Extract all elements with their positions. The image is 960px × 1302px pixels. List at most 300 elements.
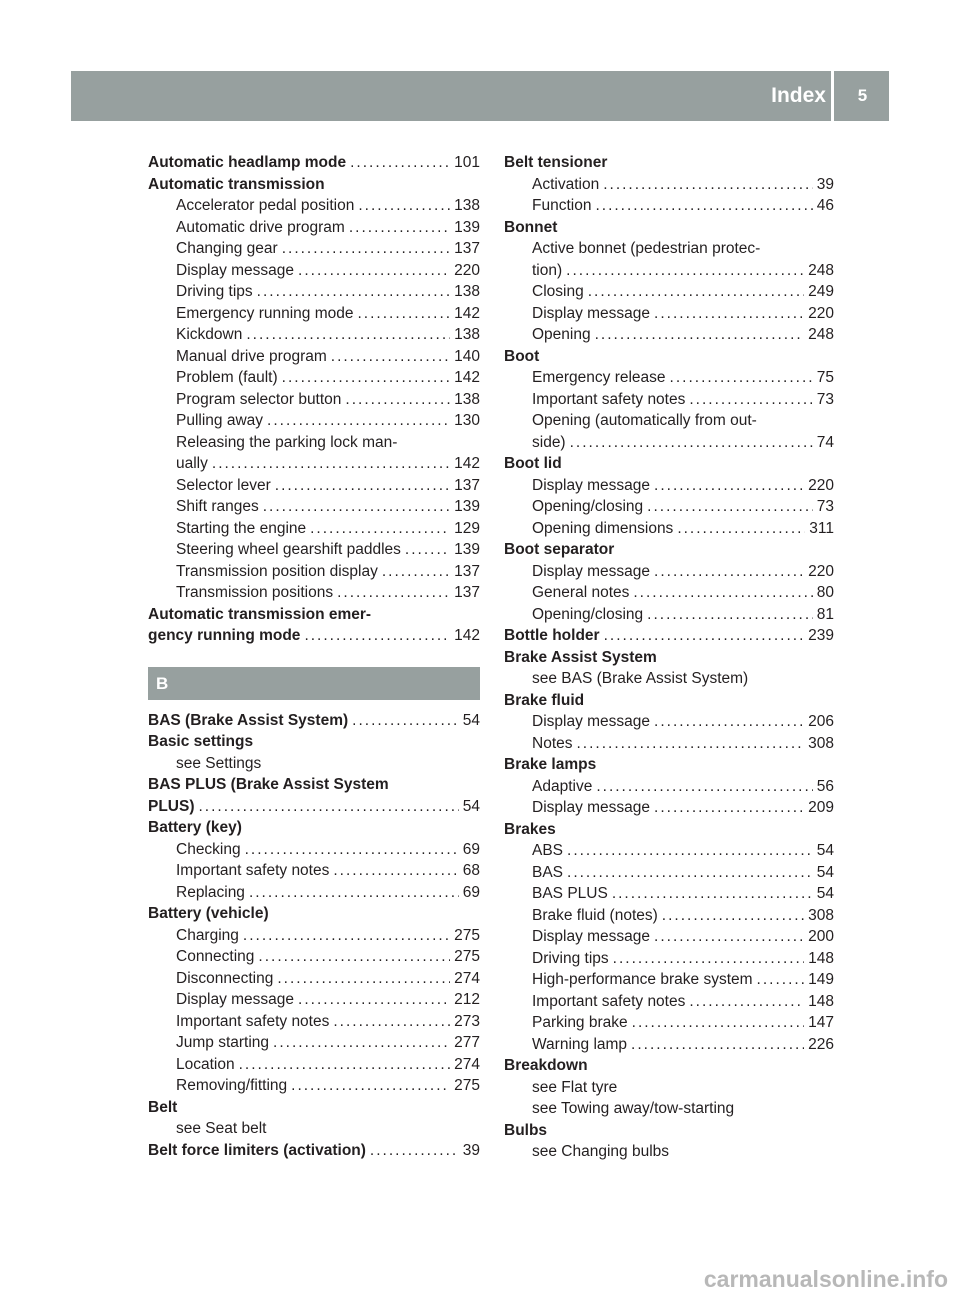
entry-text: Replacing (176, 883, 245, 901)
entry-text: BAS (Brake Assist System) (148, 711, 349, 729)
dot-leader (345, 389, 450, 411)
dot-leader (382, 561, 450, 583)
dot-leader (358, 303, 451, 325)
entry-text: Brakes (504, 820, 556, 838)
index-subentry (504, 1077, 834, 1099)
dot-leader (588, 281, 804, 303)
index-subentry (148, 839, 480, 861)
entry-text: Jump starting (176, 1034, 270, 1051)
entry-text: Brake fluid (504, 691, 585, 709)
index-entry (504, 152, 834, 174)
index-subentry (148, 410, 480, 432)
page-ref: 308 (808, 906, 834, 924)
page-ref: 239 (808, 627, 834, 644)
index-entry (504, 539, 834, 561)
page-ref: 75 (816, 369, 834, 386)
index-subentry (504, 668, 834, 690)
dot-leader (647, 496, 813, 518)
dot-leader (298, 260, 450, 282)
page-ref: 200 (808, 928, 834, 945)
page-ref: 74 (816, 433, 834, 451)
entry-text: see Seat belt (176, 1120, 267, 1137)
index-subentry (504, 582, 834, 604)
page-ref: 140 (454, 347, 480, 365)
page-ref: 147 (808, 1014, 834, 1031)
page-ref: 274 (454, 969, 480, 987)
entry-text: Connecting (176, 948, 255, 965)
dot-leader (654, 797, 804, 819)
page-ref: 249 (808, 283, 834, 300)
entry-text: see Towing away/tow-starting (532, 1100, 735, 1117)
index-subentry (504, 238, 834, 260)
page-ref: 212 (454, 991, 480, 1008)
entry-text: Driving tips (176, 283, 253, 300)
index-subentry (504, 561, 834, 583)
dot-leader (267, 410, 450, 432)
dot-leader (277, 968, 450, 990)
entry-text: BAS PLUS (532, 885, 608, 902)
entry-text: Display message (532, 476, 651, 494)
entry-text: Charging (176, 926, 239, 944)
entry-text: Opening/closing (532, 605, 644, 623)
index-entry (148, 152, 480, 174)
index-subentry (504, 776, 834, 798)
index-subentry (148, 582, 480, 604)
page-ref: 130 (454, 412, 480, 429)
dot-leader (632, 1012, 804, 1034)
page-ref: 138 (454, 283, 480, 300)
entry-text: Automatic drive program (176, 218, 345, 236)
page-ref: 274 (454, 1055, 480, 1073)
index-subentry (148, 217, 480, 239)
entry-text: Important safety notes (176, 862, 330, 879)
entry-text: General notes (532, 584, 630, 601)
page-ref: 311 (809, 519, 834, 537)
dot-leader (603, 174, 813, 196)
dot-leader (567, 862, 813, 884)
page-ref: 69 (462, 840, 480, 858)
page-ref: 142 (454, 627, 480, 644)
index-subentry (504, 410, 834, 432)
entry-text: see Flat tyre (532, 1078, 618, 1096)
dot-leader (654, 711, 804, 733)
index-subentry (504, 174, 834, 196)
page-ref: 54 (816, 885, 834, 902)
page-ref: 80 (816, 584, 834, 601)
index-subentry (148, 561, 480, 583)
entry-text: Bulbs (504, 1121, 548, 1139)
entry-text: Display message (532, 928, 651, 945)
dot-leader (757, 969, 805, 991)
page-ref: 273 (454, 1012, 480, 1030)
index-entry (148, 903, 480, 925)
page-ref: 139 (454, 541, 480, 558)
index-subentry (504, 862, 834, 884)
index-entry (148, 796, 480, 818)
section-header: B (148, 667, 480, 700)
index-subentry (504, 991, 834, 1013)
entry-text: Shift ranges (176, 498, 259, 515)
index-entry (148, 174, 480, 196)
entry-text: BAS (532, 863, 564, 881)
index-entry (504, 453, 834, 475)
page-ref: 137 (454, 562, 480, 580)
index-subentry (148, 1118, 480, 1140)
index-entry (504, 754, 834, 776)
index-subentry (504, 367, 834, 389)
entry-text: Opening/closing (532, 498, 644, 515)
dot-leader (567, 840, 813, 862)
page-ref: 148 (808, 992, 834, 1010)
page-ref: 226 (808, 1035, 834, 1053)
page-ref: 142 (454, 304, 480, 322)
index-subentry (504, 281, 834, 303)
entry-text: Manual drive program (176, 347, 327, 365)
index-subentry (148, 238, 480, 260)
index-entry (504, 625, 834, 647)
entry-text: Warning lamp (532, 1035, 628, 1053)
page-ref: 220 (808, 304, 834, 322)
entry-text: Boot separator (504, 541, 615, 558)
entry-text: Checking (176, 840, 241, 858)
dot-leader (647, 604, 813, 626)
index-subentry (148, 1011, 480, 1033)
index-subentry (148, 496, 480, 518)
page-ref: 248 (808, 261, 834, 279)
entry-text: Function (532, 197, 592, 214)
page-ref: 275 (454, 926, 480, 944)
page-ref: 139 (454, 498, 480, 515)
index-subentry (504, 195, 834, 217)
index-subentry (148, 925, 480, 947)
page-ref: 137 (454, 584, 480, 601)
entry-text: Belt (148, 1098, 178, 1116)
dot-leader (212, 453, 450, 475)
dot-leader (633, 582, 812, 604)
index-entry (148, 604, 480, 626)
index-subentry (148, 968, 480, 990)
page-ref: 73 (816, 390, 834, 408)
index-entry (148, 710, 480, 732)
dot-leader (282, 367, 450, 389)
index-subentry (148, 989, 480, 1011)
dot-leader (257, 281, 450, 303)
page-ref: 277 (454, 1034, 480, 1051)
page-ref: 138 (454, 326, 480, 343)
dot-leader (613, 948, 804, 970)
entry-text: Bottle holder (504, 627, 600, 644)
dot-leader (370, 1140, 459, 1162)
dot-leader (199, 796, 459, 818)
dot-leader (333, 860, 458, 882)
index-subentry (504, 905, 834, 927)
index-subentry (148, 432, 480, 454)
entry-text: Emergency release (532, 369, 666, 386)
dot-leader (282, 238, 450, 260)
index-entry (148, 625, 480, 647)
page-ref: 248 (808, 326, 834, 343)
index-subentry (148, 753, 480, 775)
index-subentry (504, 948, 834, 970)
dot-leader (291, 1075, 450, 1097)
entry-text: Opening (532, 326, 591, 343)
index-subentry (148, 882, 480, 904)
index-subentry (148, 1054, 480, 1076)
entry-text: Brake Assist System (504, 648, 657, 666)
entry-text: Transmission position display (176, 562, 378, 580)
entry-text: PLUS) (148, 797, 195, 815)
dot-leader (352, 710, 459, 732)
dot-leader (654, 561, 804, 583)
index-subentry (504, 324, 834, 346)
dot-leader (243, 925, 450, 947)
dot-leader (304, 625, 450, 647)
dot-leader (358, 195, 450, 217)
header-divider (831, 71, 834, 121)
dot-leader (566, 260, 804, 282)
index-subentry (504, 733, 834, 755)
index-entry (148, 817, 480, 839)
page-ref: 137 (454, 240, 480, 257)
page-ref: 148 (808, 949, 834, 967)
dot-leader (405, 539, 450, 561)
entry-text: Boot (504, 347, 540, 365)
entry-text: Bonnet (504, 218, 558, 236)
index-subentry (148, 1032, 480, 1054)
page-ref: 137 (454, 476, 480, 494)
entry-text: Automatic transmission emer- (148, 605, 372, 623)
index-entry (148, 774, 480, 796)
index-subentry (148, 453, 480, 475)
entry-text: Driving tips (532, 949, 609, 967)
index-subentry (504, 1012, 834, 1034)
index-entry (504, 1055, 834, 1077)
index-subentry (504, 389, 834, 411)
dot-leader (654, 926, 804, 948)
dot-leader (333, 1011, 450, 1033)
dot-leader (612, 883, 813, 905)
page-ref: 138 (454, 390, 480, 408)
entry-text: Selector lever (176, 476, 271, 494)
page-ref: 46 (816, 197, 834, 214)
index-subentry (504, 840, 834, 862)
index-entry (504, 217, 834, 239)
entry-text: see Changing bulbs (532, 1143, 670, 1160)
index-column-right (504, 152, 834, 1163)
page-ref: 220 (808, 476, 834, 494)
dot-leader (310, 518, 450, 540)
page-ref: 129 (454, 519, 480, 537)
page-number: 5 (857, 86, 868, 105)
page-ref: 68 (462, 862, 480, 879)
entry-text: ABS (532, 842, 564, 859)
entry-text: Brake fluid (notes) (532, 906, 658, 924)
entry-text: Changing gear (176, 240, 278, 257)
entry-text: Opening (automatically from out- (532, 412, 757, 429)
entry-text: Battery (vehicle) (148, 905, 269, 922)
entry-text: Important safety notes (532, 992, 686, 1010)
page-ref: 54 (462, 711, 480, 729)
page-ref: 139 (454, 218, 480, 236)
index-subentry (148, 346, 480, 368)
dot-leader (349, 217, 450, 239)
dot-leader (570, 432, 813, 454)
entry-text: Display message (532, 713, 651, 730)
entry-text: gency running mode (148, 627, 301, 644)
index-entry (504, 647, 834, 669)
page-title: Index (771, 84, 826, 107)
dot-leader (273, 1032, 450, 1054)
entry-text: Important safety notes (532, 390, 686, 408)
entry-text: side) (532, 433, 566, 451)
index-entry (504, 1120, 834, 1142)
entry-text: Automatic headlamp mode (148, 154, 347, 171)
index-entry (504, 690, 834, 712)
index-subentry (504, 926, 834, 948)
entry-text: Display message (532, 799, 651, 816)
index-subentry (148, 860, 480, 882)
dot-leader (677, 518, 805, 540)
dot-leader (654, 475, 804, 497)
index-subentry (504, 969, 834, 991)
index-subentry (148, 324, 480, 346)
dot-leader (275, 475, 450, 497)
dot-leader (249, 882, 459, 904)
entry-text: Notes (532, 734, 573, 752)
entry-text: Releasing the parking lock man- (176, 433, 398, 451)
dot-leader (662, 905, 804, 927)
index-subentry (504, 260, 834, 282)
page-ref: 138 (454, 197, 480, 214)
watermark: carmanualsonline.info (703, 1266, 948, 1292)
index-subentry (504, 475, 834, 497)
entry-text: Display message (176, 261, 295, 279)
entry-text: Kickdown (176, 326, 243, 343)
entry-text: tion) (532, 261, 563, 279)
page-ref: 39 (462, 1141, 480, 1159)
page-ref: 308 (808, 734, 834, 752)
entry-text: Problem (fault) (176, 369, 278, 386)
index-subentry (504, 303, 834, 325)
index-subentry (504, 604, 834, 626)
page-ref: 56 (816, 777, 834, 795)
entry-text: Closing (532, 283, 584, 300)
page-ref: 39 (816, 175, 834, 193)
index-entry (148, 1140, 480, 1162)
entry-text: Display message (532, 304, 651, 322)
index-subentry (148, 195, 480, 217)
entry-text: Activation (532, 175, 600, 193)
entry-text: see Settings (176, 754, 262, 772)
dot-leader (245, 839, 459, 861)
entry-text: Active bonnet (pedestrian protec- (532, 240, 761, 257)
page-ref: 54 (462, 797, 480, 815)
dot-leader (331, 346, 450, 368)
dot-leader (595, 324, 805, 346)
page-ref: 69 (462, 883, 480, 901)
index-subentry (504, 711, 834, 733)
entry-text: ually (176, 455, 208, 472)
entry-text: Breakdown (504, 1057, 588, 1074)
entry-text: Pulling away (176, 412, 264, 429)
page-ref: 220 (454, 261, 480, 279)
page-ref: 220 (808, 562, 834, 580)
index-subentry (504, 797, 834, 819)
index-subentry (148, 389, 480, 411)
index-subentry (148, 946, 480, 968)
page-ref: 142 (454, 369, 480, 386)
entry-text: Transmission positions (176, 584, 334, 601)
entry-text: BAS PLUS (Brake Assist System (148, 776, 389, 793)
dot-leader (298, 989, 450, 1011)
entry-text: Brake lamps (504, 756, 597, 773)
dot-leader (670, 367, 813, 389)
index-entry (148, 731, 480, 753)
dot-leader (577, 733, 805, 755)
entry-text: Important safety notes (176, 1012, 330, 1030)
dot-leader (689, 991, 804, 1013)
entry-text: see BAS (Brake Assist System) (532, 670, 749, 687)
entry-text: Location (176, 1055, 235, 1073)
index-column-left (148, 152, 480, 1161)
entry-text: Battery (key) (148, 819, 242, 836)
index-subentry (148, 539, 480, 561)
entry-text: Basic settings (148, 733, 254, 750)
entry-text: Belt tensioner (504, 154, 608, 171)
index-subentry (148, 260, 480, 282)
index-subentry (504, 1141, 834, 1163)
page-ref: 54 (816, 863, 834, 881)
page-ref: 101 (454, 154, 480, 171)
entry-text: Boot lid (504, 455, 562, 472)
index-subentry (504, 1034, 834, 1056)
entry-text: Adaptive (532, 777, 593, 795)
dot-leader (263, 496, 450, 518)
page-ref: 54 (816, 842, 834, 859)
page-ref: 149 (808, 971, 834, 988)
dot-leader (337, 582, 450, 604)
dot-leader (239, 1054, 451, 1076)
page-ref: 81 (816, 605, 834, 623)
dot-leader (604, 625, 805, 647)
entry-text: Removing/fitting (176, 1077, 288, 1094)
entry-text: Parking brake (532, 1014, 628, 1031)
page-ref: 206 (808, 713, 834, 730)
entry-text: Display message (176, 991, 295, 1008)
page-ref: 275 (454, 948, 480, 965)
index-entry (504, 819, 834, 841)
dot-leader (654, 303, 804, 325)
dot-leader (631, 1034, 804, 1056)
entry-text: Steering wheel gearshift paddles (176, 541, 401, 558)
index-subentry (504, 518, 834, 540)
dot-leader (596, 776, 812, 798)
entry-text: High-performance brake system (532, 971, 753, 988)
page-ref: 209 (808, 799, 834, 816)
entry-text: Disconnecting (176, 969, 274, 987)
page-ref: 73 (816, 498, 834, 515)
index-subentry (148, 281, 480, 303)
index-subentry (504, 432, 834, 454)
dot-leader (595, 195, 812, 217)
index-entry (148, 1097, 480, 1119)
index-subentry (148, 1075, 480, 1097)
entry-text: Automatic transmission (148, 175, 325, 193)
index-subentry (148, 367, 480, 389)
entry-text: Opening dimensions (532, 519, 674, 537)
dot-leader (258, 946, 450, 968)
entry-text: Program selector button (176, 390, 342, 408)
